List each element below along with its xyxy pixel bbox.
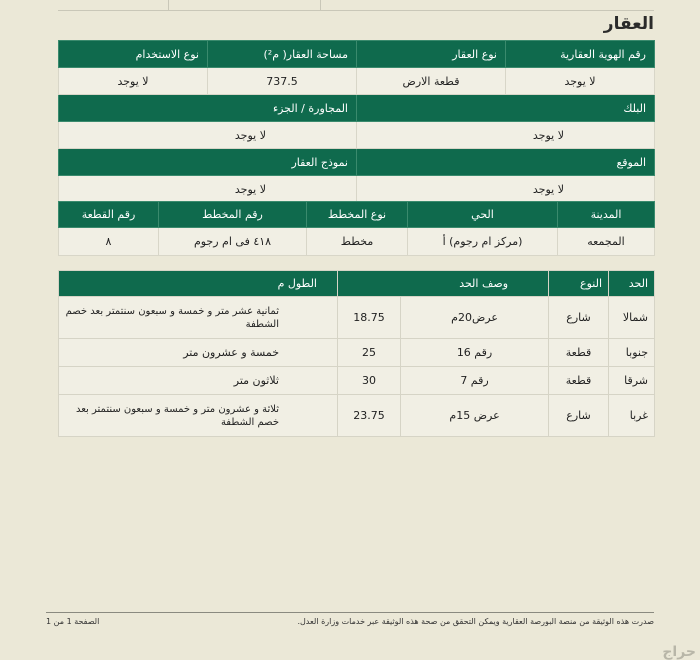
- value-plot-number: ٨: [59, 228, 159, 256]
- limit-length-text: ثمانية عشر متر و خمسة و سبعون سنتمتر بعد خصم الشطفة: [59, 297, 338, 339]
- limit-type: شارع: [549, 395, 609, 437]
- limit-desc: رقم 16: [401, 339, 549, 367]
- footer-note: صدرت هذه الوثيقة من منصة البورصة العقارية ويمكن التحقق من صحة هذه الوثيقة عبر خدمات وزارة العدل.: [297, 617, 654, 626]
- limit-side: شمالا: [609, 297, 655, 339]
- watermark-logo: حراج: [662, 644, 696, 660]
- limit-type: شارع: [549, 297, 609, 339]
- header-limit-type: النوع: [549, 271, 609, 297]
- header-location: الموقع: [357, 149, 655, 176]
- value-city: المجمعه: [558, 228, 655, 256]
- header-limit-length: الطول م: [59, 271, 338, 297]
- limit-side: شرقا: [609, 367, 655, 395]
- header-model: نموذج العقار: [59, 149, 357, 176]
- limit-length: 23.75: [338, 395, 401, 437]
- header-district: الحي: [408, 202, 558, 228]
- header-plot-number: رقم القطعة: [59, 202, 159, 228]
- header-property-id: رقم الهوية العقارية: [506, 41, 655, 68]
- header-limit-desc: وصف الحد: [338, 271, 549, 297]
- footer-divider: [46, 612, 654, 613]
- value-neighbor: لا يوجد: [59, 122, 357, 149]
- header-property-type: نوع العقار: [357, 41, 506, 68]
- header-city: المدينة: [558, 202, 655, 228]
- limit-desc: عرض20م: [401, 297, 549, 339]
- limit-length: 18.75: [338, 297, 401, 339]
- page-number: الصفحة 1 من 1: [46, 617, 100, 626]
- value-district: (مركز ام رجوم) أ: [408, 228, 558, 256]
- limit-type: قطعة: [549, 339, 609, 367]
- header-block: البلك: [357, 95, 655, 122]
- value-property-area: 737.5: [208, 68, 357, 95]
- value-model: لا يوجد: [59, 176, 357, 203]
- limit-length: 30: [338, 367, 401, 395]
- header-property-area: مساحة العقار( م²): [208, 41, 357, 68]
- value-plan-type: مخطط: [307, 228, 408, 256]
- header-plan-number: رقم المخطط: [159, 202, 307, 228]
- section-title: العقار: [603, 14, 654, 34]
- table-row: [59, 339, 655, 367]
- header-plan-type: نوع المخطط: [307, 202, 408, 228]
- header-limit-side: الحد: [609, 271, 655, 297]
- value-property-type: قطعة الارض: [357, 68, 506, 95]
- previous-section-border: [58, 0, 654, 11]
- limit-length-text: ثلاثة و عشرون متر و خمسة و سبعون سنتمتر بعد خصم الشطفة: [59, 395, 338, 437]
- limit-type: قطعة: [549, 367, 609, 395]
- value-location: لا يوجد: [357, 176, 655, 203]
- value-block: لا يوجد: [357, 122, 655, 149]
- value-property-id: لا يوجد: [506, 68, 655, 95]
- limit-desc: رقم 7: [401, 367, 549, 395]
- value-plan-number: ٤١٨ فى ام رجوم: [159, 228, 307, 256]
- limit-length-text: خمسة و عشرون متر: [59, 339, 338, 367]
- table-row: [59, 395, 655, 437]
- limits-table: [58, 270, 655, 437]
- table-row: [59, 367, 655, 395]
- table-row: [59, 297, 655, 339]
- property-table: [58, 40, 655, 203]
- limit-length: 25: [338, 339, 401, 367]
- value-usage-type: لا يوجد: [59, 68, 208, 95]
- limit-side: جنوبا: [609, 339, 655, 367]
- limit-length-text: ثلاثون متر: [59, 367, 338, 395]
- limit-desc: عرض 15م: [401, 395, 549, 437]
- header-neighbor: المجاورة / الجزء: [59, 95, 357, 122]
- limit-side: غربا: [609, 395, 655, 437]
- header-usage-type: نوع الاستخدام: [59, 41, 208, 68]
- city-table: [58, 201, 655, 256]
